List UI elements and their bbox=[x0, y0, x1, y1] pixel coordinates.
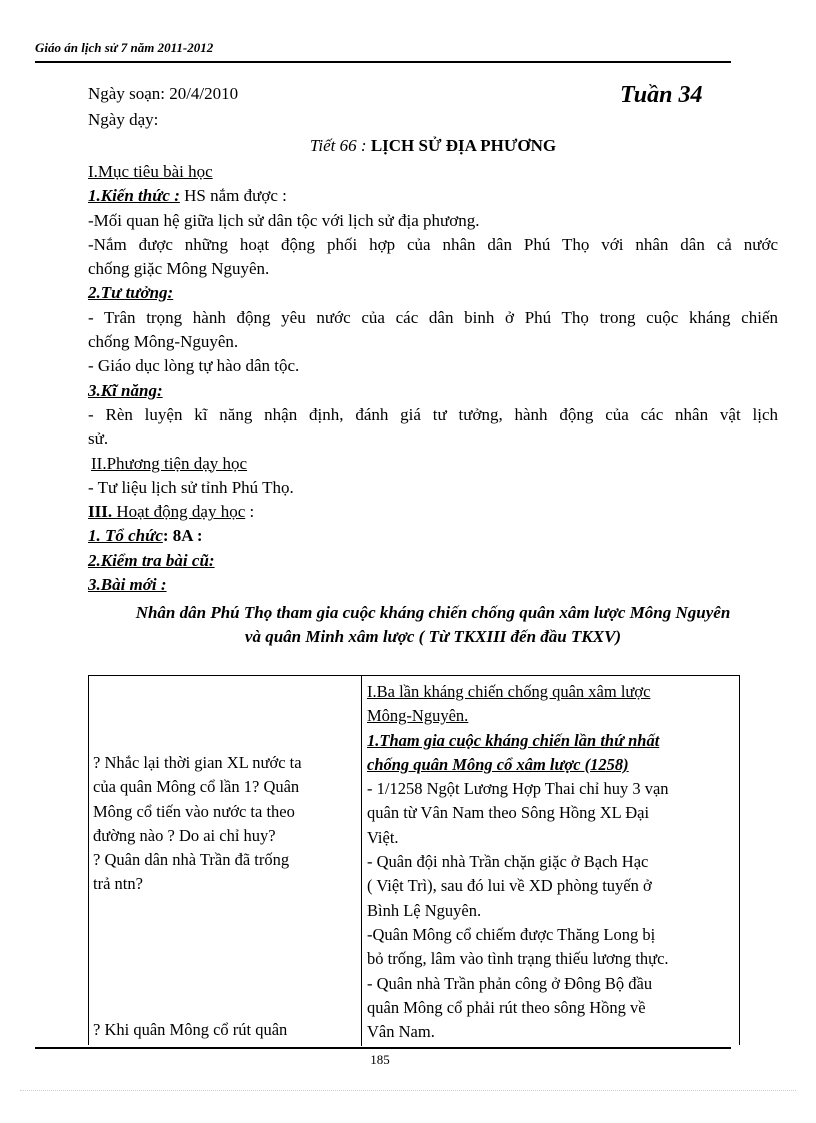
thought-line: - Trân trọng hành động yêu nước của các dân binh ở Phú Thọ trong cuộc kháng chiến bbox=[88, 307, 778, 327]
skill-line: sử. bbox=[88, 429, 109, 449]
content-line: quân Mông cổ phải rút theo sông Hồng về bbox=[367, 997, 646, 1017]
content-column bbox=[367, 680, 733, 1044]
knowledge-line: chống giặc Mông Nguyên. bbox=[88, 259, 270, 279]
question-line-bottom: ? Khi quân Mông cổ rút quân bbox=[93, 1020, 288, 1039]
organization-value: : 8A : bbox=[162, 526, 203, 546]
lesson-body bbox=[88, 160, 778, 597]
means-line: - Tư liệu lịch sử tỉnh Phú Thọ. bbox=[88, 477, 294, 497]
thought-line: chống Mông-Nguyên. bbox=[88, 332, 239, 352]
knowledge-intro: HS nắm được : bbox=[179, 186, 287, 206]
question-line: Mông cổ tiến vào nước ta theo bbox=[93, 801, 295, 821]
header-divider bbox=[35, 61, 731, 63]
organization-label: 1. Tổ chức bbox=[88, 526, 163, 546]
activities-heading-suffix: : bbox=[245, 502, 255, 522]
page-number: 185 bbox=[370, 1052, 390, 1067]
content-line: -Quân Mông cổ chiếm được Thăng Long bị bbox=[367, 924, 656, 944]
lesson-name: LỊCH SỬ ĐỊA PHƯƠNG bbox=[370, 136, 557, 155]
means-heading: II.Phương tiện dạy học bbox=[91, 453, 248, 473]
skill-label: 3.Kĩ năng: bbox=[88, 380, 163, 400]
section-title-line2: và quân Minh xâm lược ( Từ TKXIII đến đầu TKXV) bbox=[244, 627, 622, 646]
part-heading-cont: Mông-Nguyên. bbox=[367, 706, 469, 726]
activities-heading-prefix: III. bbox=[88, 502, 117, 522]
thought-line: - Giáo dục lòng tự hào dân tộc. bbox=[88, 356, 300, 376]
content-line: - Quân nhà Trần phản công ở Đông Bộ đầu bbox=[367, 973, 653, 993]
question-line: ? Quân dân nhà Trần đã trống bbox=[93, 850, 290, 870]
content-line: Việt. bbox=[367, 827, 399, 847]
review-label: 2.Kiểm tra bài cũ: bbox=[88, 550, 215, 570]
question-line: của quân Mông cổ lần 1? Quân bbox=[93, 777, 300, 797]
new-lesson-label: 3.Bài mới : bbox=[88, 575, 167, 595]
subsection-heading: 1.Tham gia cuộc kháng chiến lần thứ nhất bbox=[367, 730, 660, 750]
lesson-number: Tiết 66 : bbox=[309, 136, 367, 155]
knowledge-label: 1.Kiến thức : bbox=[88, 186, 180, 206]
question-line: đường nào ? Do ai chỉ huy? bbox=[93, 825, 276, 845]
table-column-divider bbox=[361, 676, 362, 1046]
teach-date: Ngày dạy: bbox=[88, 110, 159, 129]
activities-heading-main: Hoạt động dạy học bbox=[116, 502, 246, 522]
lesson-title bbox=[88, 136, 778, 156]
lesson-table bbox=[88, 675, 740, 1045]
footer-divider bbox=[35, 1047, 731, 1049]
content-line: quân từ Vân Nam theo Sông Hồng XL Đại bbox=[367, 803, 650, 823]
page-edge-dots bbox=[20, 1090, 796, 1091]
content-line: ( Việt Trì), sau đó lui về XD phòng tuyến ở bbox=[367, 876, 652, 896]
content-line: Bình Lệ Nguyên. bbox=[367, 900, 482, 920]
knowledge-line: -Nắm được những hoạt động phối hợp của nhân dân Phú Thọ với nhân dân cả nước bbox=[88, 234, 778, 254]
questions-column bbox=[93, 751, 355, 897]
knowledge-line: -Mối quan hệ giữa lịch sử dân tộc với lịch sử địa phương. bbox=[88, 210, 480, 230]
section-title-line1: Nhân dân Phú Thọ tham gia cuộc kháng chiến chống quân xâm lược Mông Nguyên bbox=[135, 603, 731, 622]
question-line: ? Nhắc lại thời gian XL nước ta bbox=[93, 753, 302, 772]
objectives-heading: I.Mục tiêu bài học bbox=[88, 162, 213, 181]
part-heading: I.Ba lần kháng chiến chống quân xâm lược bbox=[367, 682, 651, 701]
skill-line: - Rèn luyện kĩ năng nhận định, đánh giá tư tưởng, hành động của các nhân vật lịch bbox=[88, 404, 778, 424]
thought-label: 2.Tư tưởng: bbox=[88, 283, 174, 303]
question-line: trả ntn? bbox=[93, 874, 143, 894]
week-label: Tuần 34 bbox=[620, 82, 703, 108]
content-line: Vân Nam. bbox=[367, 1022, 435, 1042]
activities-heading bbox=[88, 502, 245, 521]
content-line: - 1/1258 Ngột Lương Hợp Thai chỉ huy 3 vạn bbox=[367, 779, 669, 799]
prep-date: Ngày soạn: 20/4/2010 bbox=[88, 84, 239, 103]
subsection-heading-cont: chống quân Mông cổ xâm lược (1258) bbox=[367, 754, 629, 774]
document-header-title: Giáo án lịch sử 7 năm 2011-2012 bbox=[35, 40, 214, 55]
content-line: bỏ trống, lâm vào tình trạng thiếu lương thực. bbox=[367, 949, 669, 969]
content-line: - Quân đội nhà Trần chặn giặc ở Bạch Hạc bbox=[367, 852, 649, 872]
